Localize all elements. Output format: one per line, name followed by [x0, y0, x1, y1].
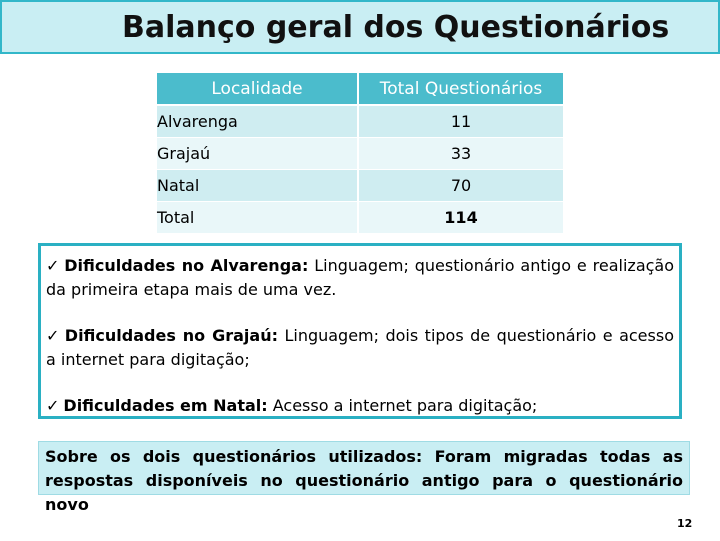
difficulty-item: [46, 394, 674, 418]
page-title: Balanço geral dos Questionários: [122, 10, 670, 45]
check-icon: ✓: [46, 396, 60, 415]
table-total-row: [157, 202, 563, 234]
difficulty-item: [46, 324, 674, 372]
cell-total: 11: [358, 105, 563, 138]
difficulty-label: Dificuldades no Grajaú:: [64, 326, 278, 345]
difficulty-item: [46, 254, 674, 302]
cell-total-label: Total: [157, 202, 358, 234]
note-text: Sobre os dois questionários utilizados: Foram migradas todas as respostas disponíveis no questionário antigo para o questionário novo: [45, 447, 683, 514]
column-header-locality: Localidade: [157, 73, 358, 105]
difficulty-label: Dificuldades em Natal:: [63, 396, 268, 415]
cell-locality: Natal: [157, 170, 358, 202]
cell-locality: Grajaú: [157, 138, 358, 170]
check-icon: ✓: [46, 256, 61, 275]
table-row: [157, 138, 563, 170]
note-box: [38, 441, 690, 514]
column-header-total: Total Questionários: [358, 73, 563, 105]
cell-locality: Alvarenga: [157, 105, 358, 138]
difficulty-text: Linguagem; questionário antigo e realização da primeira etapa mais de uma vez.: [46, 256, 675, 299]
summary-table: [157, 73, 563, 234]
difficulties-box: [38, 243, 682, 419]
check-icon: ✓: [46, 326, 61, 345]
title-bar: [0, 0, 720, 54]
cell-total-value: 114: [358, 202, 563, 234]
difficulty-text: Acesso a internet para digitação;: [267, 396, 538, 415]
difficulty-label: Dificuldades no Alvarenga:: [64, 256, 309, 275]
page-number: 12: [677, 517, 693, 530]
table-row: [157, 105, 563, 138]
cell-total: 70: [358, 170, 563, 202]
difficulty-text: Linguagem; dois tipos de questionário e acesso a internet para digitação;: [46, 326, 674, 369]
table-row: [157, 170, 563, 202]
table-header-row: [157, 73, 563, 105]
cell-total: 33: [358, 138, 563, 170]
